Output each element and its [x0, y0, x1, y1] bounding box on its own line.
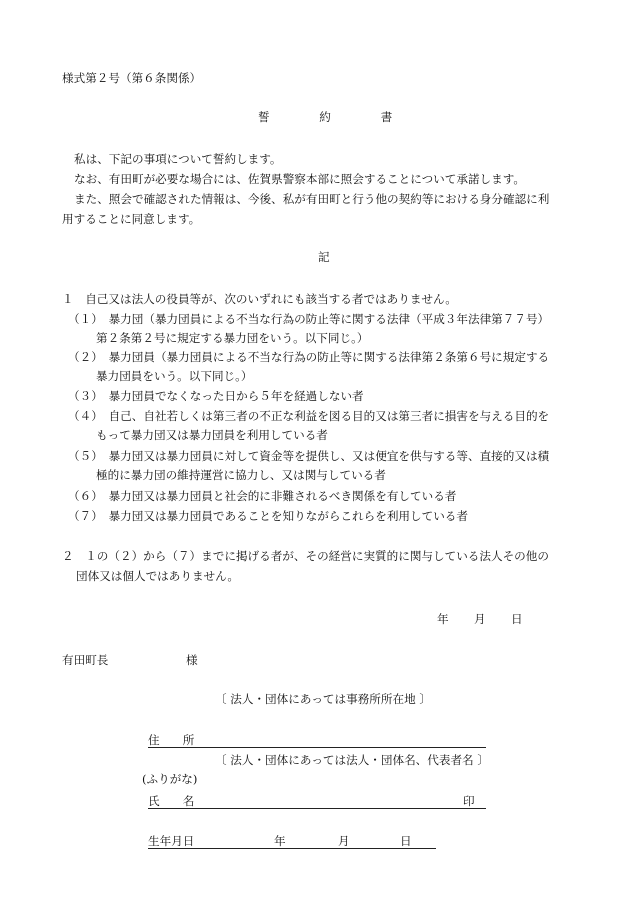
- title-char-3: 書: [380, 110, 393, 124]
- addressee-honorific: 様: [186, 653, 198, 667]
- item-1-sub-4: （４） 自己、自社若しくは第三者の不正な利益を図る目的又は第三者に損害を与える目的を: [68, 409, 550, 423]
- form-number: 様式第２号（第６条関係）: [62, 71, 202, 85]
- name-label: 氏 名: [148, 794, 195, 808]
- document-title: [258, 110, 392, 124]
- intro-paragraph-3-cont: 用することに同意します。: [62, 212, 201, 226]
- item-1-sub-5: （５） 暴力団又は暴力団員に対して資金等を提供し、又は便宜を供与する等、直接的又は積: [68, 449, 550, 463]
- birth-underline[interactable]: [148, 848, 436, 849]
- birth-year: 年: [274, 834, 286, 848]
- item-1-sub-2-cont: 暴力団員をいう。以下同じ。）: [96, 369, 253, 383]
- intro-paragraph-1: 私は、下記の事項について誓約します。: [74, 152, 282, 166]
- item-1-sub-3: （３） 暴力団員でなくなった日から５年を経過しない者: [68, 389, 364, 403]
- date-month: 月: [474, 612, 486, 626]
- birth-day: 日: [400, 834, 412, 848]
- item-1-sub-6: （６） 暴力団又は暴力団員と社会的に非難されるべき関係を有している者: [68, 489, 457, 503]
- addressee-name: 有田町長: [62, 653, 109, 667]
- birth-label: 生年月日: [148, 834, 195, 848]
- intro-paragraph-2: なお、有田町が必要な場合には、佐賀県警察本部に照会することについて承諾します。: [74, 172, 525, 186]
- item-1-sub-1-cont: 第２条第２号に規定する暴力団をいう。以下同じ。）: [96, 331, 369, 345]
- item-2-cont: 団体又は個人ではありません。: [76, 569, 240, 583]
- furigana-label: (ふりがな): [142, 772, 198, 786]
- seal-mark: 印: [463, 794, 475, 808]
- address-label: 住 所: [148, 733, 195, 747]
- item-1-sub-1: （１） 暴力団（暴力団員による不当な行為の防止等に関する法律（平成３年法律第７７号）: [68, 312, 550, 326]
- date-day: 日: [511, 612, 523, 626]
- item-2: ２ １の（２）から（７）までに掲げる者が、その経営に実質的に関与している法人その他の: [62, 549, 549, 563]
- item-1-sub-4-cont: もって暴力団又は暴力団員を利用している者: [96, 428, 328, 442]
- name-underline[interactable]: [148, 808, 486, 809]
- item-1-sub-5-cont: 極的に暴力団の維持運営に協力し、又は関与している者: [96, 468, 386, 482]
- item-1-sub-7: （７） 暴力団又は暴力団員であることを知りながらこれらを利用している者: [68, 509, 468, 523]
- name-note: 〔 法人・団体にあっては法人・団体名、代表者名 〕: [215, 753, 489, 767]
- title-char-2: 約: [319, 110, 331, 124]
- address-note: 〔 法人・団体にあっては事務所所在地 〕: [215, 692, 431, 706]
- date-year: 年: [437, 612, 449, 626]
- address-underline[interactable]: [148, 747, 486, 748]
- title-char-1: 誓: [258, 110, 270, 124]
- item-1-sub-2: （２） 暴力団員（暴力団員による不当な行為の防止等に関する法律第２条第６号に規定する: [68, 350, 550, 364]
- item-1: １ 自己又は法人の役員等が、次のいずれにも該当する者ではありません。: [62, 292, 457, 306]
- birth-month: 月: [338, 834, 350, 848]
- intro-paragraph-3: また、照会で確認された情報は、今後、私が有田町と行う他の契約等における身分確認に利: [74, 192, 550, 206]
- ki-heading: 記: [318, 250, 330, 264]
